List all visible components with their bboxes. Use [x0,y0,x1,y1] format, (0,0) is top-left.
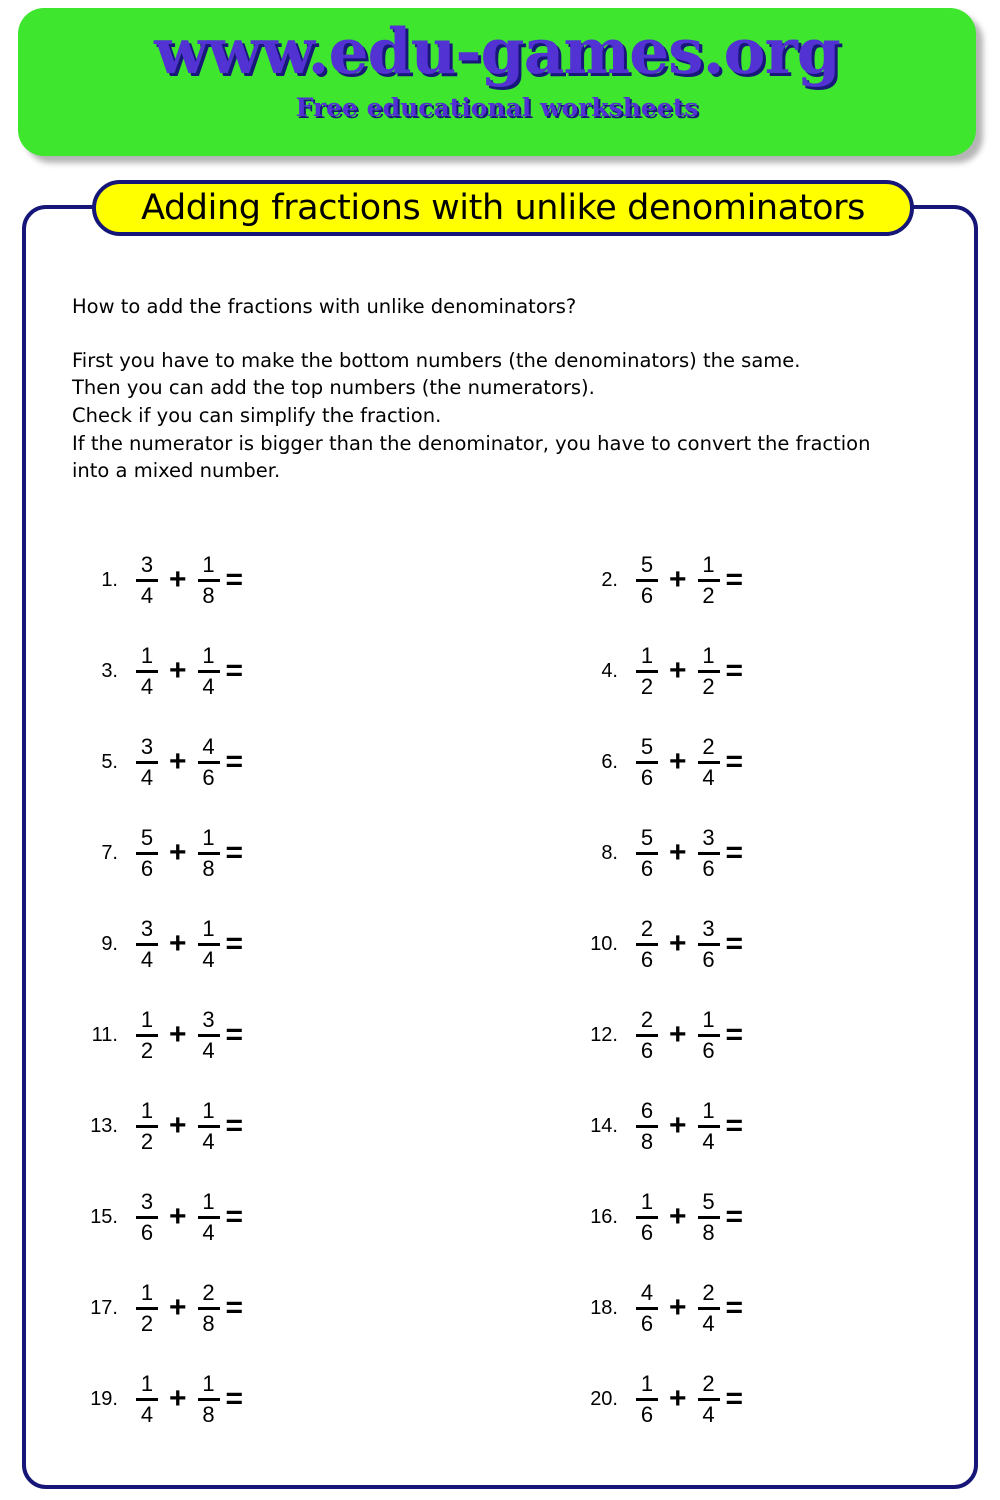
problem-expression [634,824,744,881]
fraction-numerator: 1 [140,1097,154,1123]
fraction-denominator: 6 [140,855,154,881]
fraction-first [636,733,658,790]
fraction-second [198,1188,220,1245]
instruction-spacer [72,321,932,347]
problem-number: 20. [590,1387,618,1410]
equals-operator: = [725,563,744,596]
fraction-first [136,1370,158,1427]
fraction-bar [698,670,720,673]
problem-expression [134,642,244,699]
fraction-first [636,1188,658,1245]
fraction-second [698,824,720,881]
problem-number: 15. [90,1205,118,1228]
fraction-first [136,1279,158,1336]
fraction-denominator: 4 [140,1401,154,1427]
equals-operator: = [225,563,244,596]
fraction-denominator: 2 [140,1128,154,1154]
problem-number: 16. [590,1205,618,1228]
problem-number: 13. [90,1114,118,1137]
fraction-bar [136,1125,158,1128]
problem-row [0,1180,1000,1271]
fraction-second [198,1370,220,1427]
fraction-numerator: 1 [202,824,215,850]
fraction-numerator: 5 [702,1188,715,1214]
fraction-denominator: 4 [702,1128,715,1154]
problem-number: 3. [101,659,118,682]
plus-operator: + [169,1382,187,1415]
problem-item[interactable] [70,725,490,799]
fraction-numerator: 3 [140,551,154,577]
problem-row [0,634,1000,725]
instruction-line-2: Then you can add the top numbers (the numerators). [72,376,595,400]
problem-expression [634,551,744,608]
problem-number: 18. [590,1296,618,1319]
plus-operator: + [169,927,187,960]
fraction-numerator: 3 [140,733,154,759]
fraction-denominator: 6 [640,764,654,790]
fraction-bar [198,1307,220,1310]
fraction-bar [198,670,220,673]
fraction-numerator: 2 [702,1370,715,1396]
fraction-denominator: 6 [640,582,654,608]
problem-expression [134,915,244,972]
problem-expression [134,733,244,790]
fraction-numerator: 1 [640,1188,654,1214]
problem-item[interactable] [570,634,990,708]
problem-expression [134,1279,244,1336]
equals-operator: = [725,1382,744,1415]
problem-item[interactable] [70,907,490,981]
plus-operator: + [169,1291,187,1324]
plus-operator: + [169,1200,187,1233]
fraction-first [136,551,158,608]
fraction-numerator: 1 [702,1006,715,1032]
fraction-denominator: 2 [640,673,654,699]
problem-expression [134,1006,244,1063]
problem-item[interactable] [70,1362,490,1436]
fraction-bar [636,1125,658,1128]
fraction-denominator: 2 [702,673,715,699]
problem-item[interactable] [70,816,490,890]
fraction-denominator: 6 [640,855,654,881]
fraction-bar [198,852,220,855]
problem-number: 9. [101,932,118,955]
problem-expression [634,915,744,972]
fraction-numerator: 2 [702,1279,715,1305]
fraction-bar [636,1398,658,1401]
fraction-first [136,1006,158,1063]
fraction-denominator: 4 [202,1219,215,1245]
equals-operator: = [225,1109,244,1142]
equals-operator: = [725,654,744,687]
fraction-numerator: 1 [202,1097,215,1123]
fraction-second [698,1370,720,1427]
fraction-numerator: 1 [202,1188,215,1214]
problem-item[interactable] [70,1271,490,1345]
equals-operator: = [725,1200,744,1233]
fraction-denominator: 4 [140,582,154,608]
problem-expression [634,1370,744,1427]
problem-number: 11. [91,1023,118,1046]
problem-number: 5. [101,750,118,773]
fraction-denominator: 6 [202,764,215,790]
fraction-numerator: 3 [140,1188,154,1214]
problem-item[interactable] [70,1180,490,1254]
fraction-bar [198,943,220,946]
fraction-bar [698,1125,720,1128]
fraction-second [198,824,220,881]
page-title: Adding fractions with unlike denominators [141,188,865,228]
fraction-denominator: 4 [202,1037,215,1063]
fraction-numerator: 5 [140,824,154,850]
problem-item[interactable] [570,1362,990,1436]
problem-number: 17. [90,1296,118,1319]
fraction-bar [136,852,158,855]
fraction-bar [698,579,720,582]
equals-operator: = [725,836,744,869]
fraction-denominator: 4 [202,1128,215,1154]
fraction-bar [636,761,658,764]
fraction-bar [198,1216,220,1219]
fraction-first [636,1097,658,1154]
fraction-denominator: 6 [140,1219,154,1245]
plus-operator: + [669,1291,687,1324]
fraction-first [136,733,158,790]
instruction-line-5: into a mixed number. [72,459,281,483]
fraction-second [698,733,720,790]
equals-operator: = [725,927,744,960]
fraction-numerator: 3 [140,915,154,941]
fraction-bar [136,1216,158,1219]
equals-operator: = [225,1291,244,1324]
fraction-numerator: 2 [640,1006,654,1032]
site-banner [18,8,976,156]
problem-number: 14. [590,1114,618,1137]
problem-number: 12. [590,1023,618,1046]
fraction-numerator: 3 [702,915,715,941]
problem-number: 2. [601,568,618,591]
fraction-second [698,915,720,972]
fraction-bar [636,670,658,673]
instructions-block [72,293,932,485]
plus-operator: + [169,745,187,778]
site-logo-text: www.edu-games.org [154,14,840,88]
fraction-numerator: 3 [702,824,715,850]
problem-list [0,543,1000,1453]
fraction-numerator: 1 [202,1370,215,1396]
fraction-numerator: 1 [640,1370,654,1396]
problem-item[interactable] [70,998,490,1072]
worksheet-title-box [92,180,914,236]
fraction-denominator: 8 [702,1219,715,1245]
plus-operator: + [169,1018,187,1051]
fraction-denominator: 2 [140,1310,154,1336]
fraction-denominator: 6 [702,1037,715,1063]
fraction-second [198,915,220,972]
problem-expression [634,642,744,699]
fraction-numerator: 1 [202,642,215,668]
problem-item[interactable] [570,543,990,617]
equals-operator: = [725,1018,744,1051]
fraction-first [636,1279,658,1336]
fraction-denominator: 4 [140,946,154,972]
problem-item[interactable] [570,725,990,799]
equals-operator: = [725,745,744,778]
problem-item[interactable] [570,1271,990,1345]
fraction-second [198,551,220,608]
fraction-first [636,642,658,699]
fraction-second [198,1006,220,1063]
problem-item[interactable] [70,1089,490,1163]
fraction-bar [636,1307,658,1310]
fraction-bar [698,1034,720,1037]
problem-number: 19. [90,1387,118,1410]
fraction-first [136,1188,158,1245]
equals-operator: = [225,745,244,778]
fraction-denominator: 8 [202,582,215,608]
problem-row [0,1089,1000,1180]
fraction-bar [198,1398,220,1401]
problem-row [0,998,1000,1089]
fraction-second [198,1279,220,1336]
fraction-second [198,733,220,790]
plus-operator: + [669,745,687,778]
equals-operator: = [225,1018,244,1051]
plus-operator: + [169,654,187,687]
equals-operator: = [225,654,244,687]
problem-expression [134,551,244,608]
fraction-numerator: 1 [140,1006,154,1032]
fraction-denominator: 4 [140,673,154,699]
fraction-denominator: 4 [202,946,215,972]
fraction-denominator: 8 [640,1128,654,1154]
problem-expression [134,1370,244,1427]
fraction-numerator: 5 [640,733,654,759]
fraction-first [636,824,658,881]
fraction-bar [698,943,720,946]
problem-number: 10. [590,932,618,955]
fraction-denominator: 6 [640,1037,654,1063]
fraction-numerator: 5 [640,551,654,577]
fraction-bar [698,1398,720,1401]
fraction-first [636,1006,658,1063]
plus-operator: + [669,563,687,596]
fraction-numerator: 1 [640,642,654,668]
problem-row [0,543,1000,634]
fraction-numerator: 1 [202,915,215,941]
fraction-numerator: 1 [702,1097,715,1123]
fraction-bar [136,670,158,673]
fraction-numerator: 1 [140,642,154,668]
plus-operator: + [669,1109,687,1142]
fraction-numerator: 1 [202,551,215,577]
fraction-bar [136,761,158,764]
fraction-bar [198,761,220,764]
instruction-line-3: Check if you can simplify the fraction. [72,404,442,428]
problem-expression [634,1188,744,1245]
fraction-denominator: 4 [140,764,154,790]
fraction-second [198,642,220,699]
fraction-denominator: 4 [702,764,715,790]
fraction-numerator: 1 [140,1279,154,1305]
equals-operator: = [225,1200,244,1233]
fraction-numerator: 1 [702,642,715,668]
fraction-bar [136,1398,158,1401]
plus-operator: + [669,1018,687,1051]
problem-expression [634,1006,744,1063]
fraction-denominator: 4 [702,1401,715,1427]
problem-expression [634,1097,744,1154]
problem-number: 7. [101,841,118,864]
fraction-numerator: 6 [640,1097,654,1123]
fraction-bar [136,579,158,582]
plus-operator: + [669,1200,687,1233]
fraction-denominator: 8 [202,1310,215,1336]
fraction-numerator: 1 [140,1370,154,1396]
fraction-numerator: 1 [702,551,715,577]
problem-row [0,907,1000,998]
problem-expression [134,1097,244,1154]
fraction-bar [136,943,158,946]
problem-number: 4. [601,659,618,682]
fraction-bar [636,852,658,855]
fraction-numerator: 2 [702,733,715,759]
instruction-question: How to add the fractions with unlike denominators? [72,295,577,318]
fraction-bar [636,579,658,582]
fraction-denominator: 8 [202,855,215,881]
fraction-numerator: 4 [202,733,215,759]
plus-operator: + [169,563,187,596]
fraction-second [698,642,720,699]
fraction-bar [698,1216,720,1219]
problem-number: 6. [601,750,618,773]
fraction-bar [636,943,658,946]
fraction-numerator: 2 [640,915,654,941]
equals-operator: = [225,1382,244,1415]
fraction-second [698,1279,720,1336]
fraction-denominator: 8 [202,1401,215,1427]
problem-expression [134,1188,244,1245]
fraction-bar [198,1125,220,1128]
fraction-denominator: 6 [702,855,715,881]
site-tagline: Free educational worksheets [295,92,699,122]
fraction-bar [698,761,720,764]
problem-item[interactable] [570,1089,990,1163]
problem-row [0,816,1000,907]
equals-operator: = [725,1109,744,1142]
fraction-second [698,1097,720,1154]
problem-row [0,725,1000,816]
equals-operator: = [225,836,244,869]
plus-operator: + [669,927,687,960]
equals-operator: = [725,1291,744,1324]
fraction-bar [136,1034,158,1037]
fraction-denominator: 6 [640,1310,654,1336]
plus-operator: + [169,836,187,869]
fraction-bar [698,1307,720,1310]
fraction-second [698,1006,720,1063]
fraction-first [636,551,658,608]
fraction-numerator: 2 [202,1279,215,1305]
problem-expression [634,1279,744,1336]
fraction-denominator: 4 [702,1310,715,1336]
problem-row [0,1362,1000,1453]
fraction-first [636,1370,658,1427]
fraction-first [636,915,658,972]
equals-operator: = [225,927,244,960]
fraction-first [136,642,158,699]
problem-item[interactable] [70,634,490,708]
problem-expression [134,824,244,881]
fraction-denominator: 2 [140,1037,154,1063]
fraction-bar [636,1216,658,1219]
fraction-denominator: 6 [702,946,715,972]
fraction-bar [636,1034,658,1037]
fraction-first [136,824,158,881]
problem-item[interactable] [70,543,490,617]
problem-number: 1. [101,568,118,591]
fraction-second [198,1097,220,1154]
fraction-numerator: 5 [640,824,654,850]
plus-operator: + [669,836,687,869]
fraction-numerator: 4 [640,1279,654,1305]
problem-number: 8. [601,841,618,864]
fraction-denominator: 6 [640,946,654,972]
problem-item[interactable] [570,1180,990,1254]
fraction-second [698,551,720,608]
problem-item[interactable] [570,907,990,981]
problem-row [0,1271,1000,1362]
fraction-first [136,1097,158,1154]
fraction-numerator: 3 [202,1006,215,1032]
fraction-first [136,915,158,972]
fraction-second [698,1188,720,1245]
problem-expression [634,733,744,790]
problem-item[interactable] [570,816,990,890]
plus-operator: + [669,1382,687,1415]
fraction-denominator: 6 [640,1401,654,1427]
fraction-bar [698,852,720,855]
fraction-bar [198,1034,220,1037]
plus-operator: + [669,654,687,687]
problem-item[interactable] [570,998,990,1072]
fraction-denominator: 4 [202,673,215,699]
fraction-bar [136,1307,158,1310]
instruction-line-4: If the numerator is bigger than the denominator, you have to convert the fraction [72,431,871,455]
fraction-denominator: 2 [702,582,715,608]
fraction-bar [198,579,220,582]
plus-operator: + [169,1109,187,1142]
fraction-denominator: 6 [640,1219,654,1245]
instruction-line-1: First you have to make the bottom numbers (the denominators) the same. [72,348,801,372]
